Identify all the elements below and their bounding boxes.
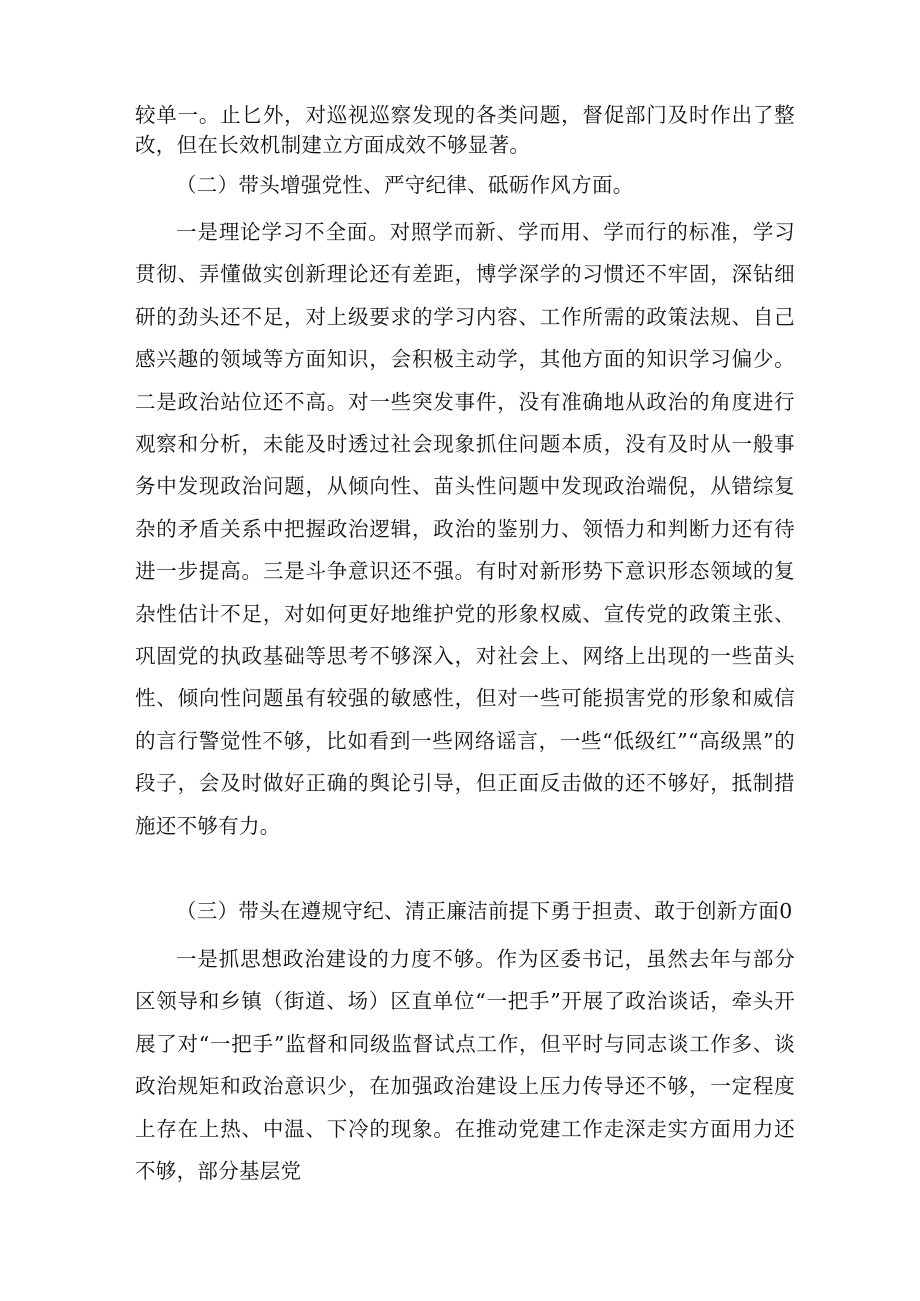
paragraph-section-three-body: 一是抓思想政治建设的力度不够。作为区委书记，虽然去年与部分区领导和乡镇（街道、场）区直单位“一把手”开展了政治谈话，牵头开展了对“一把手”监督和同级监督试点工作，但平时与同志谈工作多、谈政治规矩和政治意识少，在加强政治建设上压力传导还不够，一定程度上存在上热、中温、下冷的现象。在推动党建工作走深走实方面用力还不够，部分基层党	[135, 947, 795, 1184]
paragraph-section-two-body: 一是理论学习不全面。对照学而新、学而用、学而行的标准，学习贯彻、弄懂做实创新理论还有差距，博学深学的习惯还不牢固，深钻细研的劲头还不足，对上级要求的学习内容、工作所需的政策法规、自己感兴趣的领域等方面知识，会积极主动学，其他方面的知识学习偏少。二是政治站位还不高。对一些突发事件，没有准确地从政治的角度进行观察和分析，未能及时透过社会现象抓住问题本质，没有及时从一般事务中发现政治问题，从倾向性、苗头性问题中发现政治端倪，从错综复杂的矛盾关系中把握政治逻辑，政治的鉴别力、领悟力和判断力还有待进一步提高。三是斗争意识还不强。有时对新形势下意识形态领域的复杂性估计不足，对如何更好地维护党的形象权威、宣传党的政策主张、巩固党的执政基础等思考不够深入，对社会上、网络上出现的一些苗头性、倾向性问题虽有较强的敏感性，但对一些可能损害党的形象和威信的言行警觉性不够，比如看到一些网络谣言，一些“低级红”“高级黑”的段子，会及时做好正确的舆论引导，但正面反击做的还不够好，抵制措施还不够有力。	[135, 220, 795, 838]
section-heading-three: （三）带头在遵规守纪、清正廉洁前提下勇于担责、敢于创新方面0	[176, 899, 793, 923]
section-heading-two: （二）带头增强党性、严守纪律、砥砺作风方面。	[176, 173, 634, 197]
paragraph-continuation: 较单一。止匕外，对巡视巡察发现的各类问题，督促部门及时作出了整改，但在长效机制建立方面成效不够显著。	[135, 103, 795, 157]
